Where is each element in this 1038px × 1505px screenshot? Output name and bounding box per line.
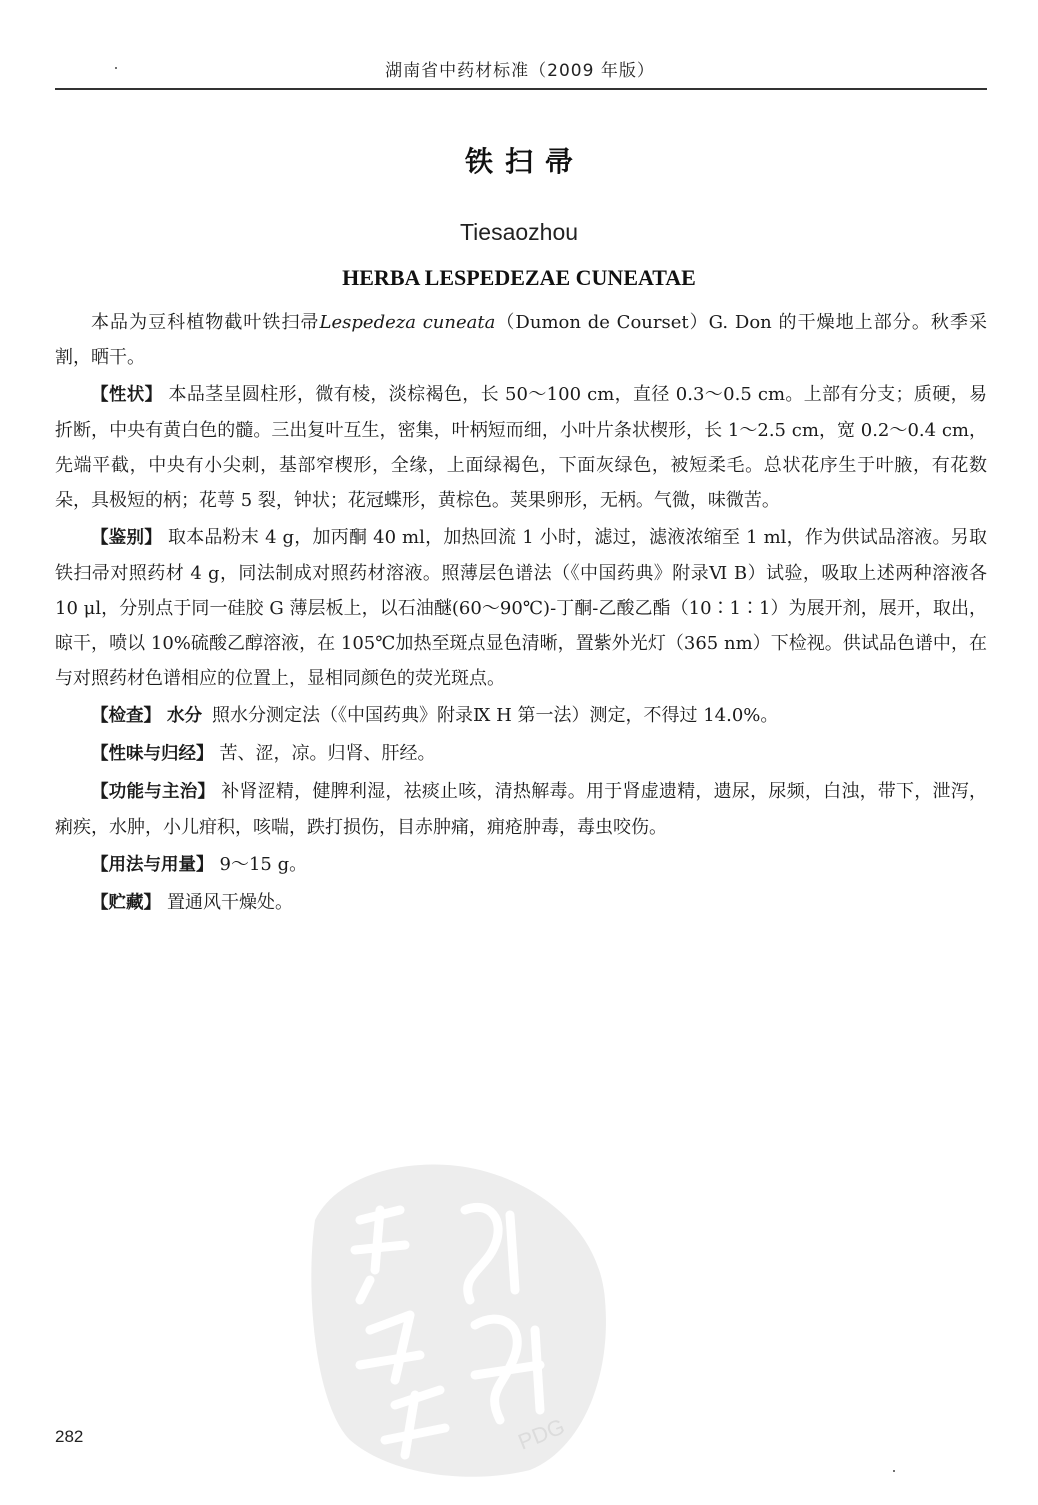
scan-speck bbox=[115, 67, 117, 69]
section-tag: 【贮藏】 bbox=[91, 893, 161, 913]
intro-paragraph bbox=[55, 305, 987, 375]
section-tag: 【性味与归经】 bbox=[91, 744, 214, 764]
section-description bbox=[55, 377, 987, 518]
section-text: 9～15 g。 bbox=[219, 854, 308, 875]
section-text: 本品茎呈圆柱形，微有棱，淡棕褐色，长 50～100 cm，直径 0.3～0.5 cm。上部有分支；质硬，易折断，中央有黄白色的髓。三出复叶互生，密集，叶柄短而细，小叶片条状楔形，长 1～2.5 cm，宽 0.2～0.4 cm，先端平截，中央有小尖刺，基部窄楔形，全缘，上面绿褐色，下面灰绿色，被短柔毛。总状花序生于叶腋，有花数朵，具极短的柄；花萼 5 裂，钟状；花冠蝶形，黄棕色。荚果卵形，无柄。气微，味微苦。 bbox=[55, 384, 987, 511]
watermark-text: PDG bbox=[514, 1413, 569, 1455]
monograph-body bbox=[55, 305, 987, 921]
section-function-indication bbox=[55, 774, 987, 845]
section-text: 补肾涩精，健脾利湿，祛痰止咳，清热解毒。用于肾虚遗精，遗尿，尿频，白浊，带下，泄泻，痢疾，水肿，小儿疳积，咳喘，跌打损伤，目赤肿痛，痈疮肿毒，毒虫咬伤。 bbox=[55, 781, 988, 838]
section-tag: 【性状】 bbox=[91, 385, 163, 405]
running-header: 湖南省中药材标准（2009 年版） bbox=[385, 61, 655, 81]
section-tag: 【鉴别】 bbox=[91, 528, 162, 548]
scan-speck bbox=[893, 1470, 895, 1472]
section-text: 苦、涩，凉。归肾、肝经。 bbox=[219, 743, 436, 764]
section-nature-meridian bbox=[55, 736, 987, 772]
seal-watermark bbox=[300, 1150, 620, 1484]
latin-name: HERBA LESPEDEZAE CUNEATAE bbox=[342, 265, 696, 290]
header-rule bbox=[55, 88, 987, 90]
section-storage bbox=[55, 885, 987, 921]
intro-text-after: （Dumon de Courset）G. Don 的干燥地上部分。秋季采割，晒干。 bbox=[55, 312, 987, 368]
pinyin-name: Tiesaozhou bbox=[459, 219, 579, 245]
section-text: 取本品粉末 4 g，加丙酮 40 ml，加热回流 1 小时，滤过，滤液浓缩至 1 ml，作为供试品溶液。另取铁扫帚对照药材 4 g，同法制成对照药材溶液。照薄层色谱法（《中国药典》附录Ⅵ B）试验，吸取上述两种溶液各 10 μl，分别点于同一硅胶 G 薄层板上，以石油醚(60～90℃)-丁酮-乙酸乙酯（10∶1∶1）为展开剂，展开，取出，晾干，喷以 10%硫酸乙醇溶液，在 105℃加热至斑点显色清晰，置紫外光灯（365 nm）下检视。供试品色谱中，在与对照药材色谱相应的位置上，显相同颜色的荧光斑点。 bbox=[55, 527, 988, 689]
section-identification bbox=[55, 520, 987, 696]
section-tag: 【检查】 bbox=[91, 706, 161, 726]
intro-text-before: 本品为豆科植物截叶铁扫帚 bbox=[91, 312, 320, 333]
monograph-title: 铁扫帚 bbox=[464, 145, 585, 178]
section-subtag: 水分 bbox=[167, 706, 202, 726]
section-tag: 【功能与主治】 bbox=[91, 782, 216, 802]
section-usage-dosage bbox=[55, 847, 987, 883]
section-inspection bbox=[55, 698, 987, 734]
species-name: Lespedeza cuneata bbox=[319, 312, 496, 333]
section-tag: 【用法与用量】 bbox=[91, 855, 214, 875]
page-number: 282 bbox=[55, 1427, 84, 1446]
section-text: 照水分测定法（《中国药典》附录Ⅸ H 第一法）测定，不得过 14.0%。 bbox=[212, 705, 779, 726]
section-text: 置通风干燥处。 bbox=[167, 892, 293, 913]
